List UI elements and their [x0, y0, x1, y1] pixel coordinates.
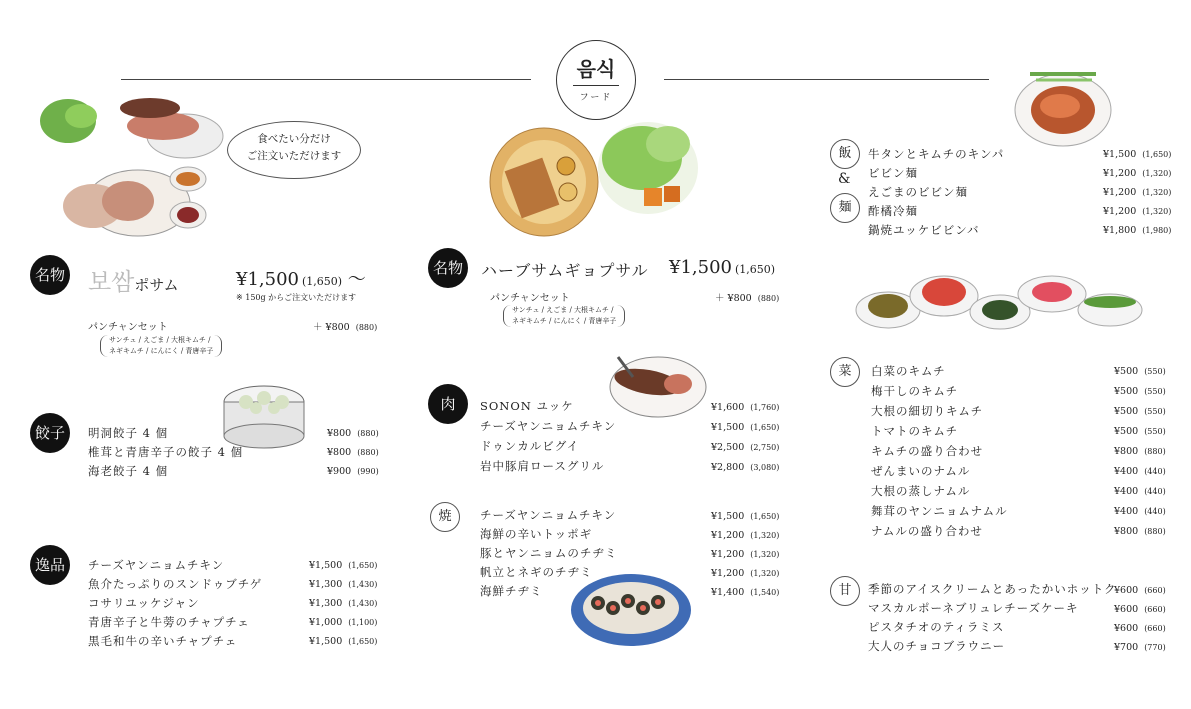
ippin-item-4: 青唐辛子と牛蒡のチャプチェ — [88, 615, 250, 629]
ippin-item-2: 魚介たっぷりのスンドゥブチゲ — [88, 577, 263, 591]
sai-item-4: トマトのキムチ — [871, 424, 959, 438]
emblem-japanese: フード — [579, 93, 613, 103]
gyoza-steamer-illustration — [220, 380, 310, 450]
sai-price-2: ¥500 (550) — [1114, 386, 1166, 397]
ippin-price-3: ¥1,300 (1,430) — [309, 598, 378, 609]
badge-gyoza: 餃子 — [30, 413, 70, 453]
gyoza-price-2: ¥800 (880) — [327, 447, 379, 458]
yaki-price-5: ¥1,400 (1,540) — [711, 587, 780, 598]
bossam-title: 보쌈ポサム — [88, 268, 179, 296]
yaki-price-4: ¥1,200 (1,320) — [711, 568, 780, 579]
ippin-item-3: コサリユッケジャン — [88, 596, 200, 610]
amai-price-2: ¥600 (660) — [1114, 604, 1166, 615]
badge-meibutsu-2: 名物 — [428, 248, 468, 288]
amai-item-4: 大人のチョコブラウニー — [868, 639, 1006, 653]
rice-item-5: 鍋焼ユッケビビンバ — [868, 223, 980, 237]
yaki-item-1: チーズヤンニョムチキン — [480, 508, 617, 522]
sai-item-7: 大根の蒸しナムル — [871, 484, 971, 498]
speech-bubble: 食べたい分だけ ご注文いただけます — [227, 121, 361, 179]
meat-item-1: SONON ユッケ — [480, 399, 574, 413]
bossam-set-label: パンチャンセット — [88, 322, 168, 333]
gyoza-price-1: ¥800 (880) — [327, 428, 379, 439]
amai-price-3: ¥600 (660) — [1114, 623, 1166, 634]
sai-item-6: ぜんまいのナムル — [871, 464, 971, 478]
gyoza-item-3: 海老餃子 4 個 — [88, 464, 169, 478]
sai-item-9: ナムルの盛り合わせ — [871, 524, 983, 538]
meat-item-3: ドゥンカルビグイ — [480, 439, 580, 453]
sai-price-5: ¥800 (880) — [1114, 446, 1166, 457]
meat-price-1: ¥1,600 (1,760) — [711, 402, 780, 413]
sai-item-5: キムチの盛り合わせ — [871, 444, 984, 458]
ribs-plate-illustration — [598, 342, 708, 420]
meat-item-4: 岩中豚肩ロースグリル — [480, 459, 605, 473]
bossam-plate-illustration — [38, 86, 218, 246]
rice-item-1: 牛タンとキムチのキンパ — [868, 147, 1005, 161]
bossam-set-price: ＋ ¥800 (880) — [313, 322, 378, 333]
yaki-price-2: ¥1,200 (1,320) — [711, 530, 780, 541]
ippin-item-5: 黒毛和牛の辛いチャプチェ — [88, 634, 238, 648]
yaki-price-1: ¥1,500 (1,650) — [711, 511, 780, 522]
sai-item-2: 梅干しのキムチ — [871, 384, 959, 398]
sai-item-3: 大根の細切りキムチ — [871, 404, 984, 418]
badge-ippin: 逸品 — [30, 545, 70, 585]
ippin-price-4: ¥1,000 (1,100) — [309, 617, 378, 628]
header-rule-right — [664, 79, 989, 80]
sai-price-3: ¥500 (550) — [1114, 406, 1166, 417]
yaki-item-4: 帆立とネギのチヂミ — [480, 565, 593, 579]
amai-item-2: マスカルポーネブリュレチーズケーキ — [868, 601, 1079, 615]
yaki-item-3: 豚とヤンニョムのチヂミ — [480, 546, 618, 560]
samgyeopsal-price: ¥1,500 (1,650) — [669, 257, 776, 278]
sai-price-6: ¥400 (440) — [1114, 466, 1166, 477]
badge-meibutsu: 名物 — [30, 255, 70, 295]
badge-sai: 菜 — [830, 357, 860, 387]
badge-yaki: 焼 — [430, 502, 460, 532]
amai-price-4: ¥700 (770) — [1114, 642, 1166, 653]
kimchi-dishes-illustration — [852, 266, 1146, 334]
sai-item-8: 舞茸のヤンニョムナムル — [871, 504, 1008, 518]
yaki-price-3: ¥1,200 (1,320) — [711, 549, 780, 560]
gyoza-price-3: ¥900 (990) — [327, 466, 379, 477]
ippin-price-5: ¥1,500 (1,650) — [309, 636, 378, 647]
rice-price-4: ¥1,200 (1,320) — [1103, 206, 1172, 217]
amai-item-1: 季節のアイスクリームとあったかいホットク — [868, 582, 1117, 596]
badge-niku: 肉 — [428, 384, 468, 424]
samgyeopsal-plate-illustration — [488, 108, 710, 236]
header-rule-left — [121, 79, 531, 80]
sai-price-4: ¥500 (550) — [1114, 426, 1166, 437]
badge-han: 飯 — [830, 139, 860, 169]
amai-item-3: ピスタチオのティラミス — [868, 620, 1005, 634]
noodle-plate-illustration — [1008, 60, 1114, 150]
ippin-price-1: ¥1,500 (1,650) — [309, 560, 378, 571]
sai-price-1: ¥500 (550) — [1114, 366, 1166, 377]
bossam-set-contents: サンチュ / えごま / 大根キムチ / ネギキムチ / にんにく / 青唐辛子 — [100, 335, 222, 357]
gyoza-item-2: 椎茸と青唐辛子の餃子 4 個 — [88, 445, 244, 459]
amai-price-1: ¥600 (660) — [1114, 585, 1166, 596]
rice-item-4: 酢橘冷麺 — [868, 204, 918, 218]
sai-price-9: ¥800 (880) — [1114, 526, 1166, 537]
bossam-note: ※ 150g からご注文いただけます — [236, 293, 357, 302]
meat-price-4: ¥2,800 (3,080) — [711, 462, 780, 473]
meat-price-3: ¥2,500 (2,750) — [711, 442, 780, 453]
rice-price-5: ¥1,800 (1,980) — [1103, 225, 1172, 236]
emblem-korean: 음식 — [576, 57, 616, 81]
ippin-item-1: チーズヤンニョムチキン — [88, 558, 225, 572]
sai-price-8: ¥400 (440) — [1114, 506, 1166, 517]
samgyeopsal-set-price: ＋ ¥800 (880) — [715, 293, 780, 304]
samgyeopsal-set-label: パンチャンセット — [490, 293, 570, 304]
rice-price-1: ¥1,500 (1,650) — [1103, 149, 1172, 160]
yaki-item-2: 海鮮の辛いトッポギ — [480, 527, 593, 541]
kimbap-plate-illustration — [568, 568, 694, 650]
rice-item-2: ビビン麺 — [868, 166, 918, 180]
meat-price-2: ¥1,500 (1,650) — [711, 422, 780, 433]
badge-amai: 甘 — [830, 576, 860, 606]
rice-item-3: えごまのビビン麺 — [868, 185, 968, 199]
badge-men: 麺 — [830, 193, 860, 223]
badge-ampersand: & — [838, 171, 851, 187]
samgyeopsal-set-contents: サンチュ / えごま / 大根キムチ / ネギキムチ / にんにく / 青唐辛子 — [503, 305, 625, 327]
samgyeopsal-title: ハーブサムギョプサル — [481, 261, 649, 280]
meat-item-2: チーズヤンニョムチキン — [480, 419, 617, 433]
bossam-price: ¥1,500 (1,650) 〜 — [236, 269, 366, 290]
rice-price-3: ¥1,200 (1,320) — [1103, 187, 1172, 198]
sai-item-1: 白菜のキムチ — [871, 364, 946, 378]
ippin-price-2: ¥1,300 (1,430) — [309, 579, 378, 590]
gyoza-item-1: 明洞餃子 4 個 — [88, 426, 169, 440]
rice-price-2: ¥1,200 (1,320) — [1103, 168, 1172, 179]
yaki-item-5: 海鮮チヂミ — [480, 584, 543, 598]
sai-price-7: ¥400 (440) — [1114, 486, 1166, 497]
